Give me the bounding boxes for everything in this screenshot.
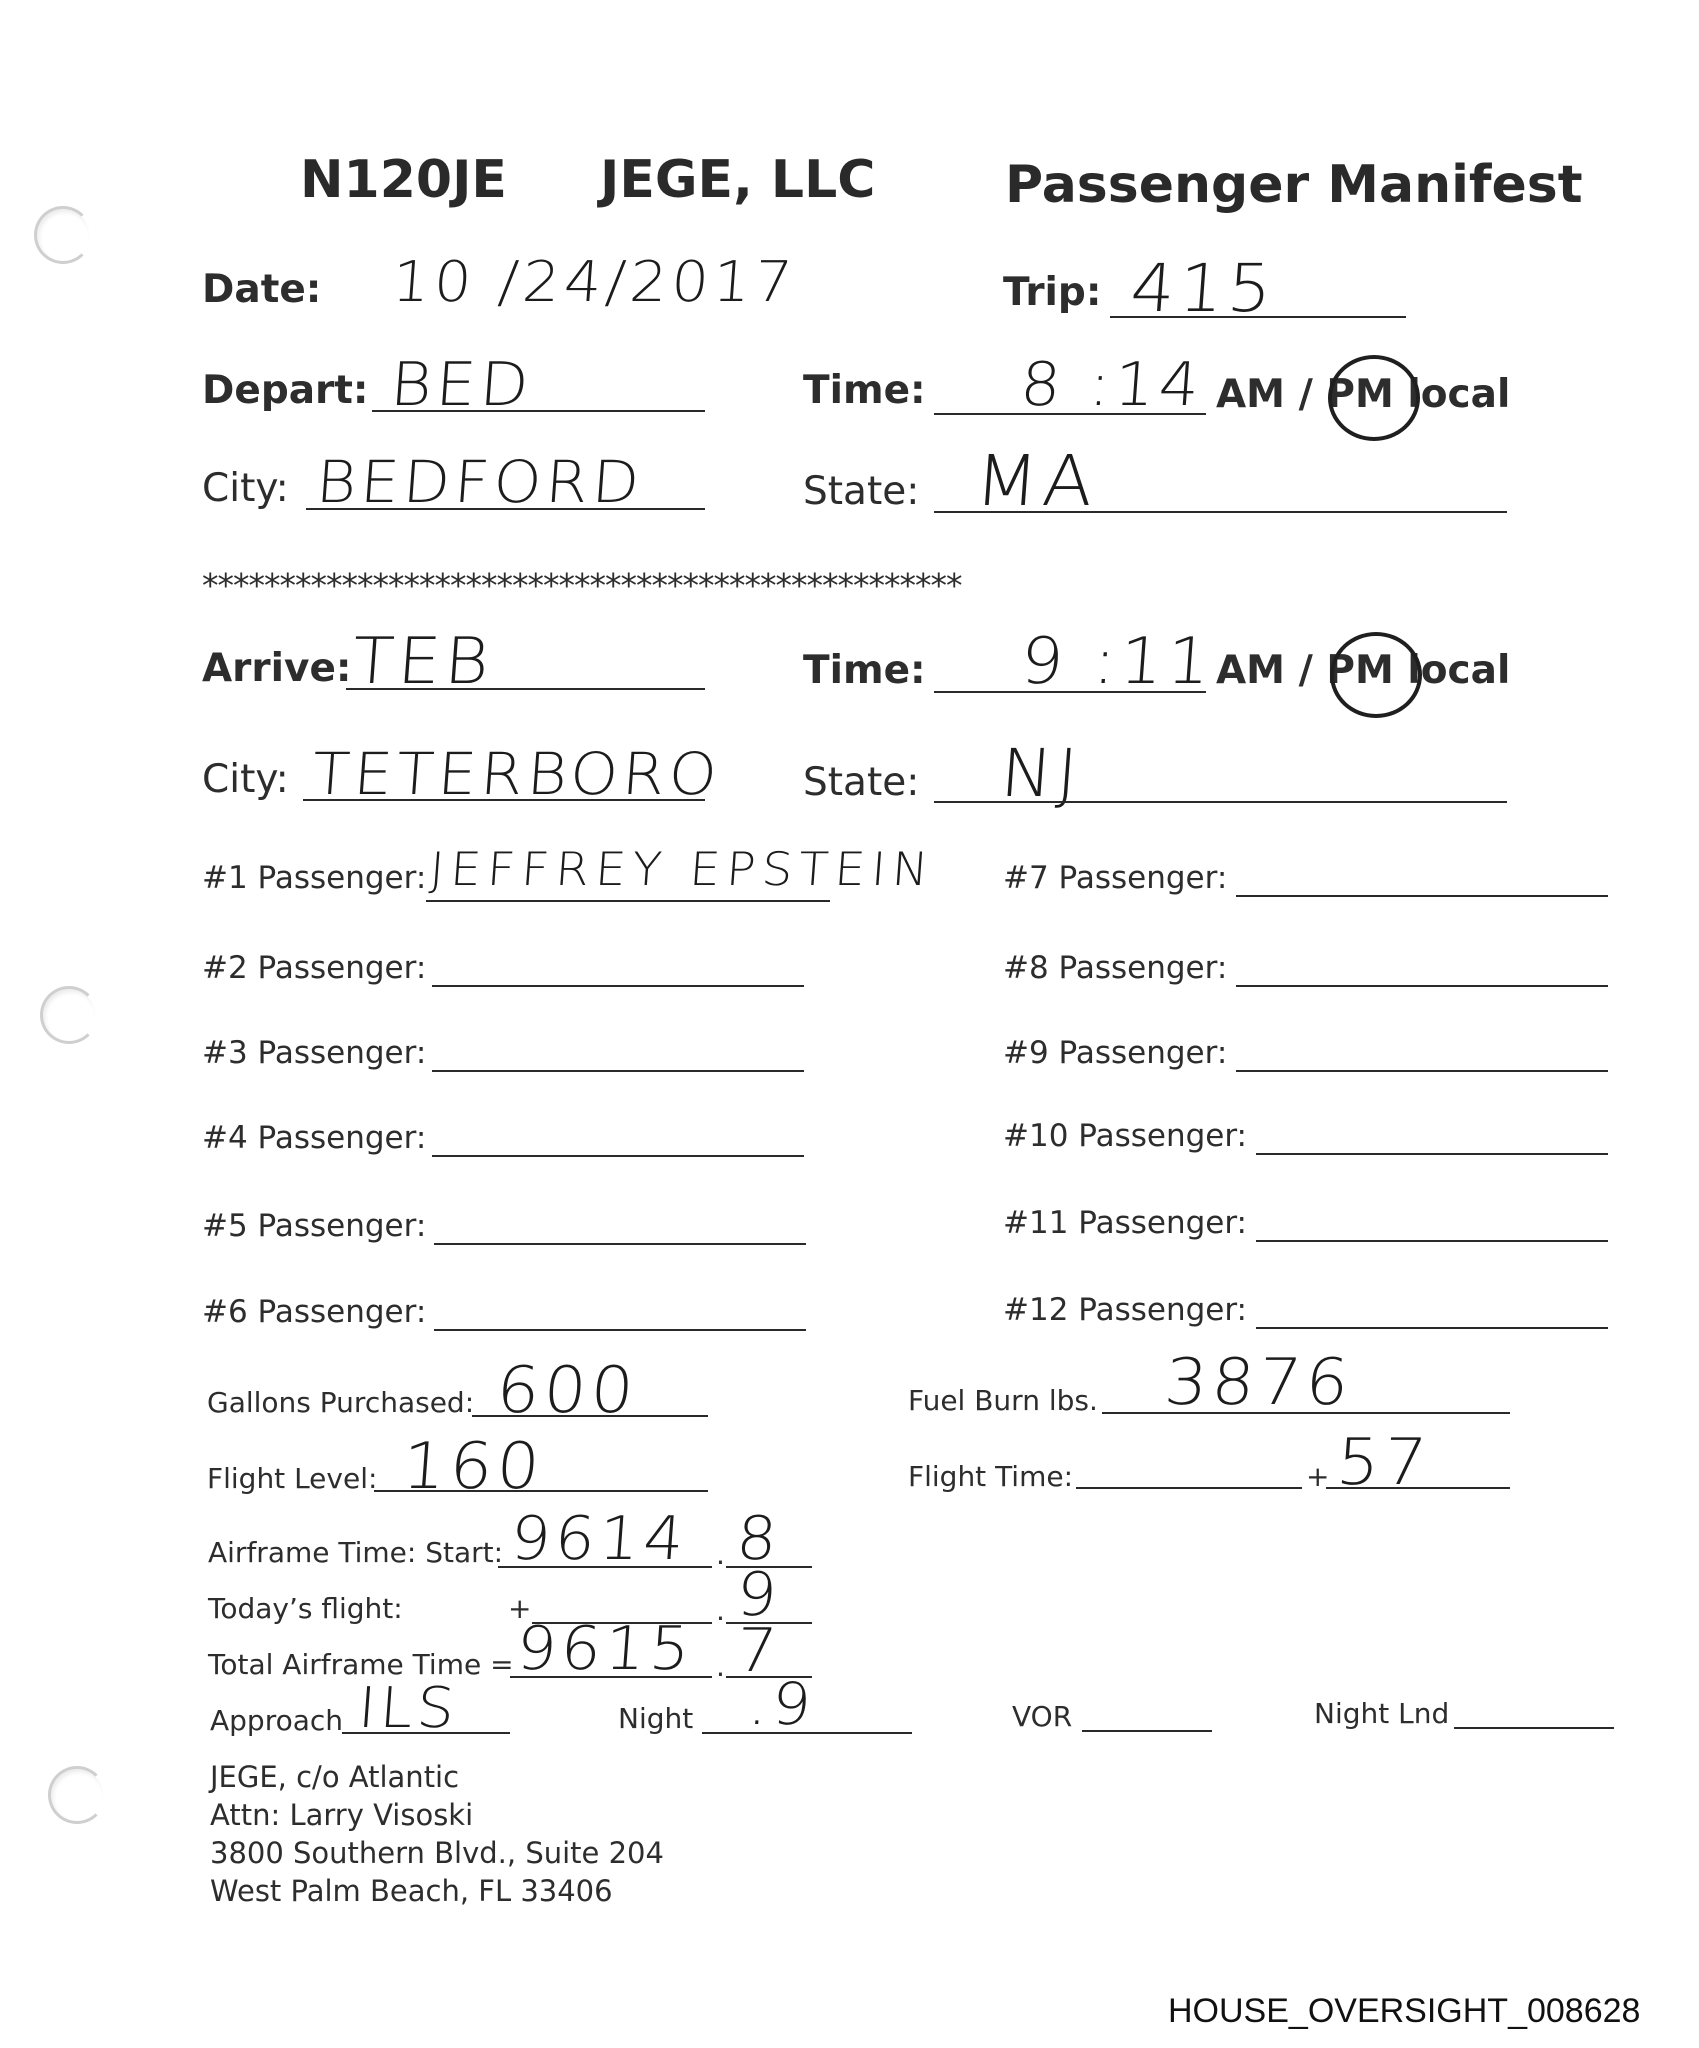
flight-time-value: 57	[1334, 1426, 1434, 1500]
vor-line[interactable]	[1082, 1730, 1212, 1732]
passenger-1-value: JEFFREY EPSTEIN	[428, 842, 937, 896]
passenger-3-label: #3 Passenger:	[202, 1035, 427, 1071]
bates-stamp: HOUSE_OVERSIGHT_008628	[1168, 1992, 1641, 2030]
night-landing-line[interactable]	[1454, 1727, 1614, 1729]
fuel-burn-line	[1102, 1412, 1510, 1414]
gallons-label: Gallons Purchased:	[207, 1386, 475, 1419]
passenger-4-line[interactable]	[432, 1155, 804, 1157]
flight-time-plus: +	[1306, 1460, 1330, 1493]
approach-label: Approach	[210, 1704, 344, 1737]
arrive-city-line	[303, 799, 705, 801]
todays-flight-plus: +	[508, 1592, 532, 1625]
airframe-start-whole: 9614	[508, 1504, 691, 1574]
trip-line	[1110, 316, 1406, 318]
fuel-burn-value: 3876	[1162, 1346, 1356, 1420]
pm-circle-depart	[1328, 355, 1420, 441]
depart-time-line	[934, 413, 1206, 415]
flight-time-label: Flight Time:	[908, 1460, 1074, 1493]
arrive-state-label: State:	[803, 760, 920, 805]
arrive-time-value: 9 :11	[1018, 625, 1217, 699]
passenger-9-line[interactable]	[1236, 1070, 1608, 1072]
date-label: Date:	[202, 267, 322, 312]
gallons-line	[472, 1415, 708, 1417]
depart-city-line	[306, 508, 705, 510]
passenger-1-line	[426, 900, 830, 902]
approach-value: ILS	[356, 1676, 461, 1741]
approach-line	[342, 1732, 510, 1734]
passenger-7-line[interactable]	[1236, 895, 1608, 897]
depart-city-value: BEDFORD	[314, 448, 646, 516]
night-label: Night	[618, 1702, 694, 1735]
passenger-11-label: #11 Passenger:	[1003, 1205, 1247, 1241]
binder-hole-top	[34, 206, 92, 264]
passenger-11-line[interactable]	[1256, 1240, 1608, 1242]
vor-label: VOR	[1012, 1700, 1073, 1733]
depart-state-label: State:	[803, 469, 920, 514]
depart-time-value: 8 :14	[1018, 350, 1206, 420]
passenger-4-label: #4 Passenger:	[202, 1120, 427, 1156]
arrive-label: Arrive:	[202, 646, 352, 691]
airframe-start-line	[498, 1566, 712, 1568]
passenger-12-label: #12 Passenger:	[1003, 1292, 1247, 1328]
arrive-ampm-label: AM / PM local	[1216, 648, 1511, 693]
night-value: .9	[746, 1670, 818, 1738]
arrive-city-value: TETERBORO	[310, 740, 724, 808]
todays-flight-label: Today’s flight:	[208, 1592, 403, 1625]
passenger-2-line[interactable]	[432, 985, 804, 987]
trip-label: Trip:	[1003, 270, 1102, 315]
passenger-8-label: #8 Passenger:	[1003, 950, 1228, 986]
passenger-3-line[interactable]	[432, 1070, 804, 1072]
depart-label: Depart:	[202, 368, 369, 413]
passenger-1-label: #1 Passenger:	[202, 860, 427, 896]
arrive-state-value: NJ	[998, 735, 1085, 812]
passenger-10-label: #10 Passenger:	[1003, 1118, 1247, 1154]
passenger-9-label: #9 Passenger:	[1003, 1035, 1228, 1071]
flight-level-value: 160	[400, 1430, 547, 1504]
page-title: Passenger Manifest	[1005, 155, 1583, 215]
depart-state-value: MA	[972, 440, 1101, 522]
total-airframe-tenths: 7	[734, 1616, 784, 1686]
depart-line	[372, 410, 705, 412]
arrive-state-line	[934, 801, 1507, 803]
fuel-burn-label: Fuel Burn lbs.	[908, 1384, 1098, 1417]
airframe-start-label: Airframe Time: Start:	[208, 1536, 504, 1569]
pm-circle-arrive	[1330, 632, 1422, 718]
passenger-8-line[interactable]	[1236, 985, 1608, 987]
passenger-6-line[interactable]	[434, 1329, 806, 1331]
arrive-value: TEB	[350, 625, 496, 699]
night-line	[702, 1732, 912, 1734]
todays-flight-dot: .	[716, 1594, 725, 1627]
binder-hole-middle	[40, 986, 98, 1044]
tail-number: N120JE	[300, 150, 507, 210]
airframe-start-tenths: 8	[734, 1504, 784, 1574]
depart-value: BED	[388, 350, 536, 420]
arrive-line	[346, 688, 705, 690]
flight-level-label: Flight Level:	[207, 1462, 378, 1495]
address-line-2: Attn: Larry Visoski	[210, 1798, 474, 1832]
asterisk-separator: *************************************************	[202, 566, 962, 605]
night-landing-label: Night Lnd	[1314, 1697, 1450, 1730]
passenger-6-label: #6 Passenger:	[202, 1294, 427, 1330]
gallons-value: 600	[494, 1354, 641, 1428]
flight-time-line-1	[1076, 1487, 1302, 1489]
depart-city-label: City:	[202, 466, 289, 511]
passenger-5-line[interactable]	[434, 1243, 806, 1245]
address-line-3: 3800 Southern Blvd., Suite 204	[210, 1836, 664, 1870]
airframe-start-dot: .	[716, 1538, 725, 1571]
total-airframe-label: Total Airframe Time =	[208, 1648, 514, 1681]
company-name: JEGE, LLC	[600, 150, 876, 210]
address-line-4: West Palm Beach, FL 33406	[210, 1874, 613, 1908]
address-line-1: JEGE, c/o Atlantic	[210, 1760, 460, 1794]
binder-hole-bottom	[48, 1766, 106, 1824]
total-airframe-dot: .	[716, 1650, 725, 1683]
arrive-time-line	[934, 691, 1206, 693]
arrive-time-label: Time:	[803, 648, 926, 693]
flight-level-line	[374, 1490, 708, 1492]
depart-state-line	[934, 511, 1507, 513]
trip-value: 415	[1128, 250, 1279, 327]
flight-time-line-2	[1326, 1487, 1510, 1489]
arrive-city-label: City:	[202, 757, 289, 802]
total-airframe-whole: 9615	[514, 1614, 697, 1684]
passenger-2-label: #2 Passenger:	[202, 950, 427, 986]
passenger-10-line[interactable]	[1256, 1153, 1608, 1155]
passenger-12-line[interactable]	[1256, 1327, 1608, 1329]
passenger-7-label: #7 Passenger:	[1003, 860, 1228, 896]
depart-ampm-label: AM / PM local	[1216, 372, 1511, 417]
passenger-5-label: #5 Passenger:	[202, 1208, 427, 1244]
total-airframe-line	[510, 1676, 712, 1678]
date-value: 10 /24/2017	[390, 250, 799, 315]
todays-flight-tenths: 9	[734, 1560, 784, 1630]
depart-time-label: Time:	[803, 368, 926, 413]
